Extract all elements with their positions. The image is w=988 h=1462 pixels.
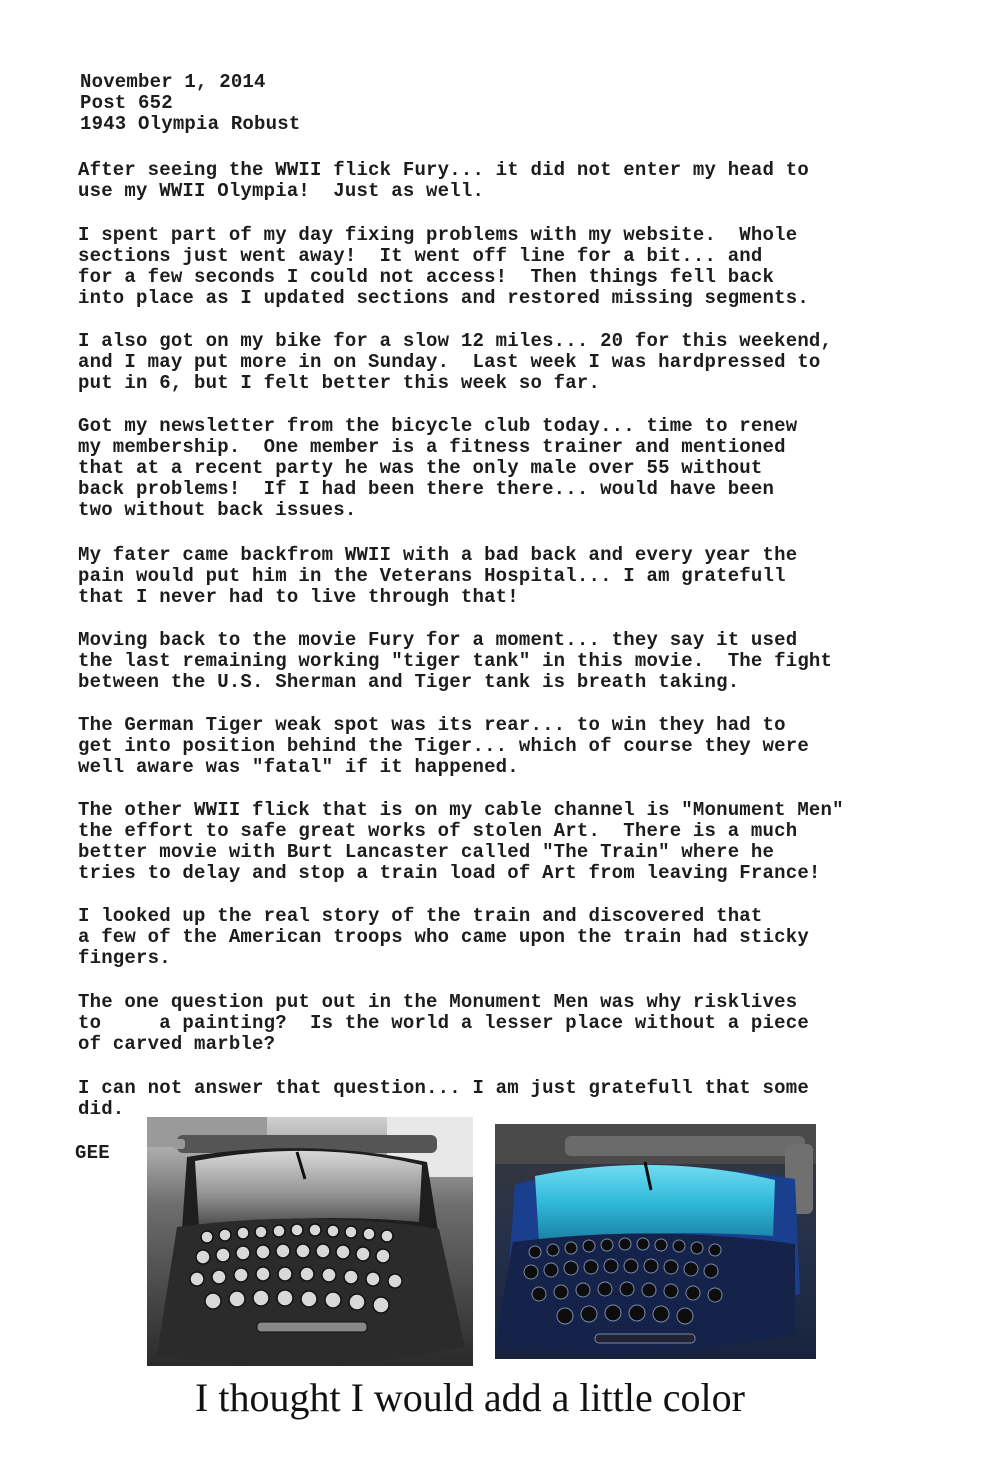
paragraph: I can not answer that question... I am just gratefull that some did.: [78, 1077, 809, 1120]
photo-caption: I thought I would add a little color: [195, 1375, 745, 1420]
paragraph: I looked up the real story of the train and discovered that a few of the American troops who came upon the train had sticky fingers.: [78, 905, 809, 969]
paragraph: After seeing the WWII flick Fury... it did not enter my head to use my WWII Olympia! Just as well.: [78, 159, 809, 202]
paragraph: My fater came backfrom WWII with a bad back and every year the pain would put him in the Veterans Hospital... I am gratefull that I never had to live through that!: [78, 544, 798, 608]
letter-header: November 1, 2014 Post 652 1943 Olympia Robust: [80, 71, 301, 135]
typewriter-photo-bw: [147, 1117, 473, 1366]
paragraph: The one question put out in the Monument Men was why risklives to a painting? Is the world a lesser place without a piece of carved marble?: [78, 991, 809, 1055]
paragraph: The German Tiger weak spot was its rear... to win they had to get into position behind the Tiger... which of course they were well aware was "fatal" if it happened.: [78, 714, 809, 778]
paragraph: The other WWII flick that is on my cable channel is "Monument Men" the effort to safe great works of stolen Art. There is a much better movie with Burt Lancaster called "The Train" where he tries to delay and stop a train load of Art from leaving France!: [78, 799, 844, 884]
signature: GEE: [75, 1142, 110, 1164]
paragraph: Moving back to the movie Fury for a moment... they say it used the last remaining working "tiger tank" in this movie. The fight between the U.S. Sherman and Tiger tank is breath taking.: [78, 629, 833, 693]
paragraph: I also got on my bike for a slow 12 miles... 20 for this weekend, and I may put more in on Sunday. Last week I was hardpressed to put in 6, but I felt better this week so far.: [78, 330, 833, 394]
paragraph: I spent part of my day fixing problems with my website. Whole sections just went away! It went off line for a bit... and for a few seconds I could not access! Then things fell back into place as I updated sections and restored missing segments.: [78, 224, 809, 309]
typewriter-photo-color: [495, 1124, 816, 1359]
paragraph: Got my newsletter from the bicycle club today... time to renew my membership. One member is a fitness trainer and mentioned that at a recent party he was the only male over 55 without back problems! If I had been there there... would have been two without back issues.: [78, 415, 798, 521]
